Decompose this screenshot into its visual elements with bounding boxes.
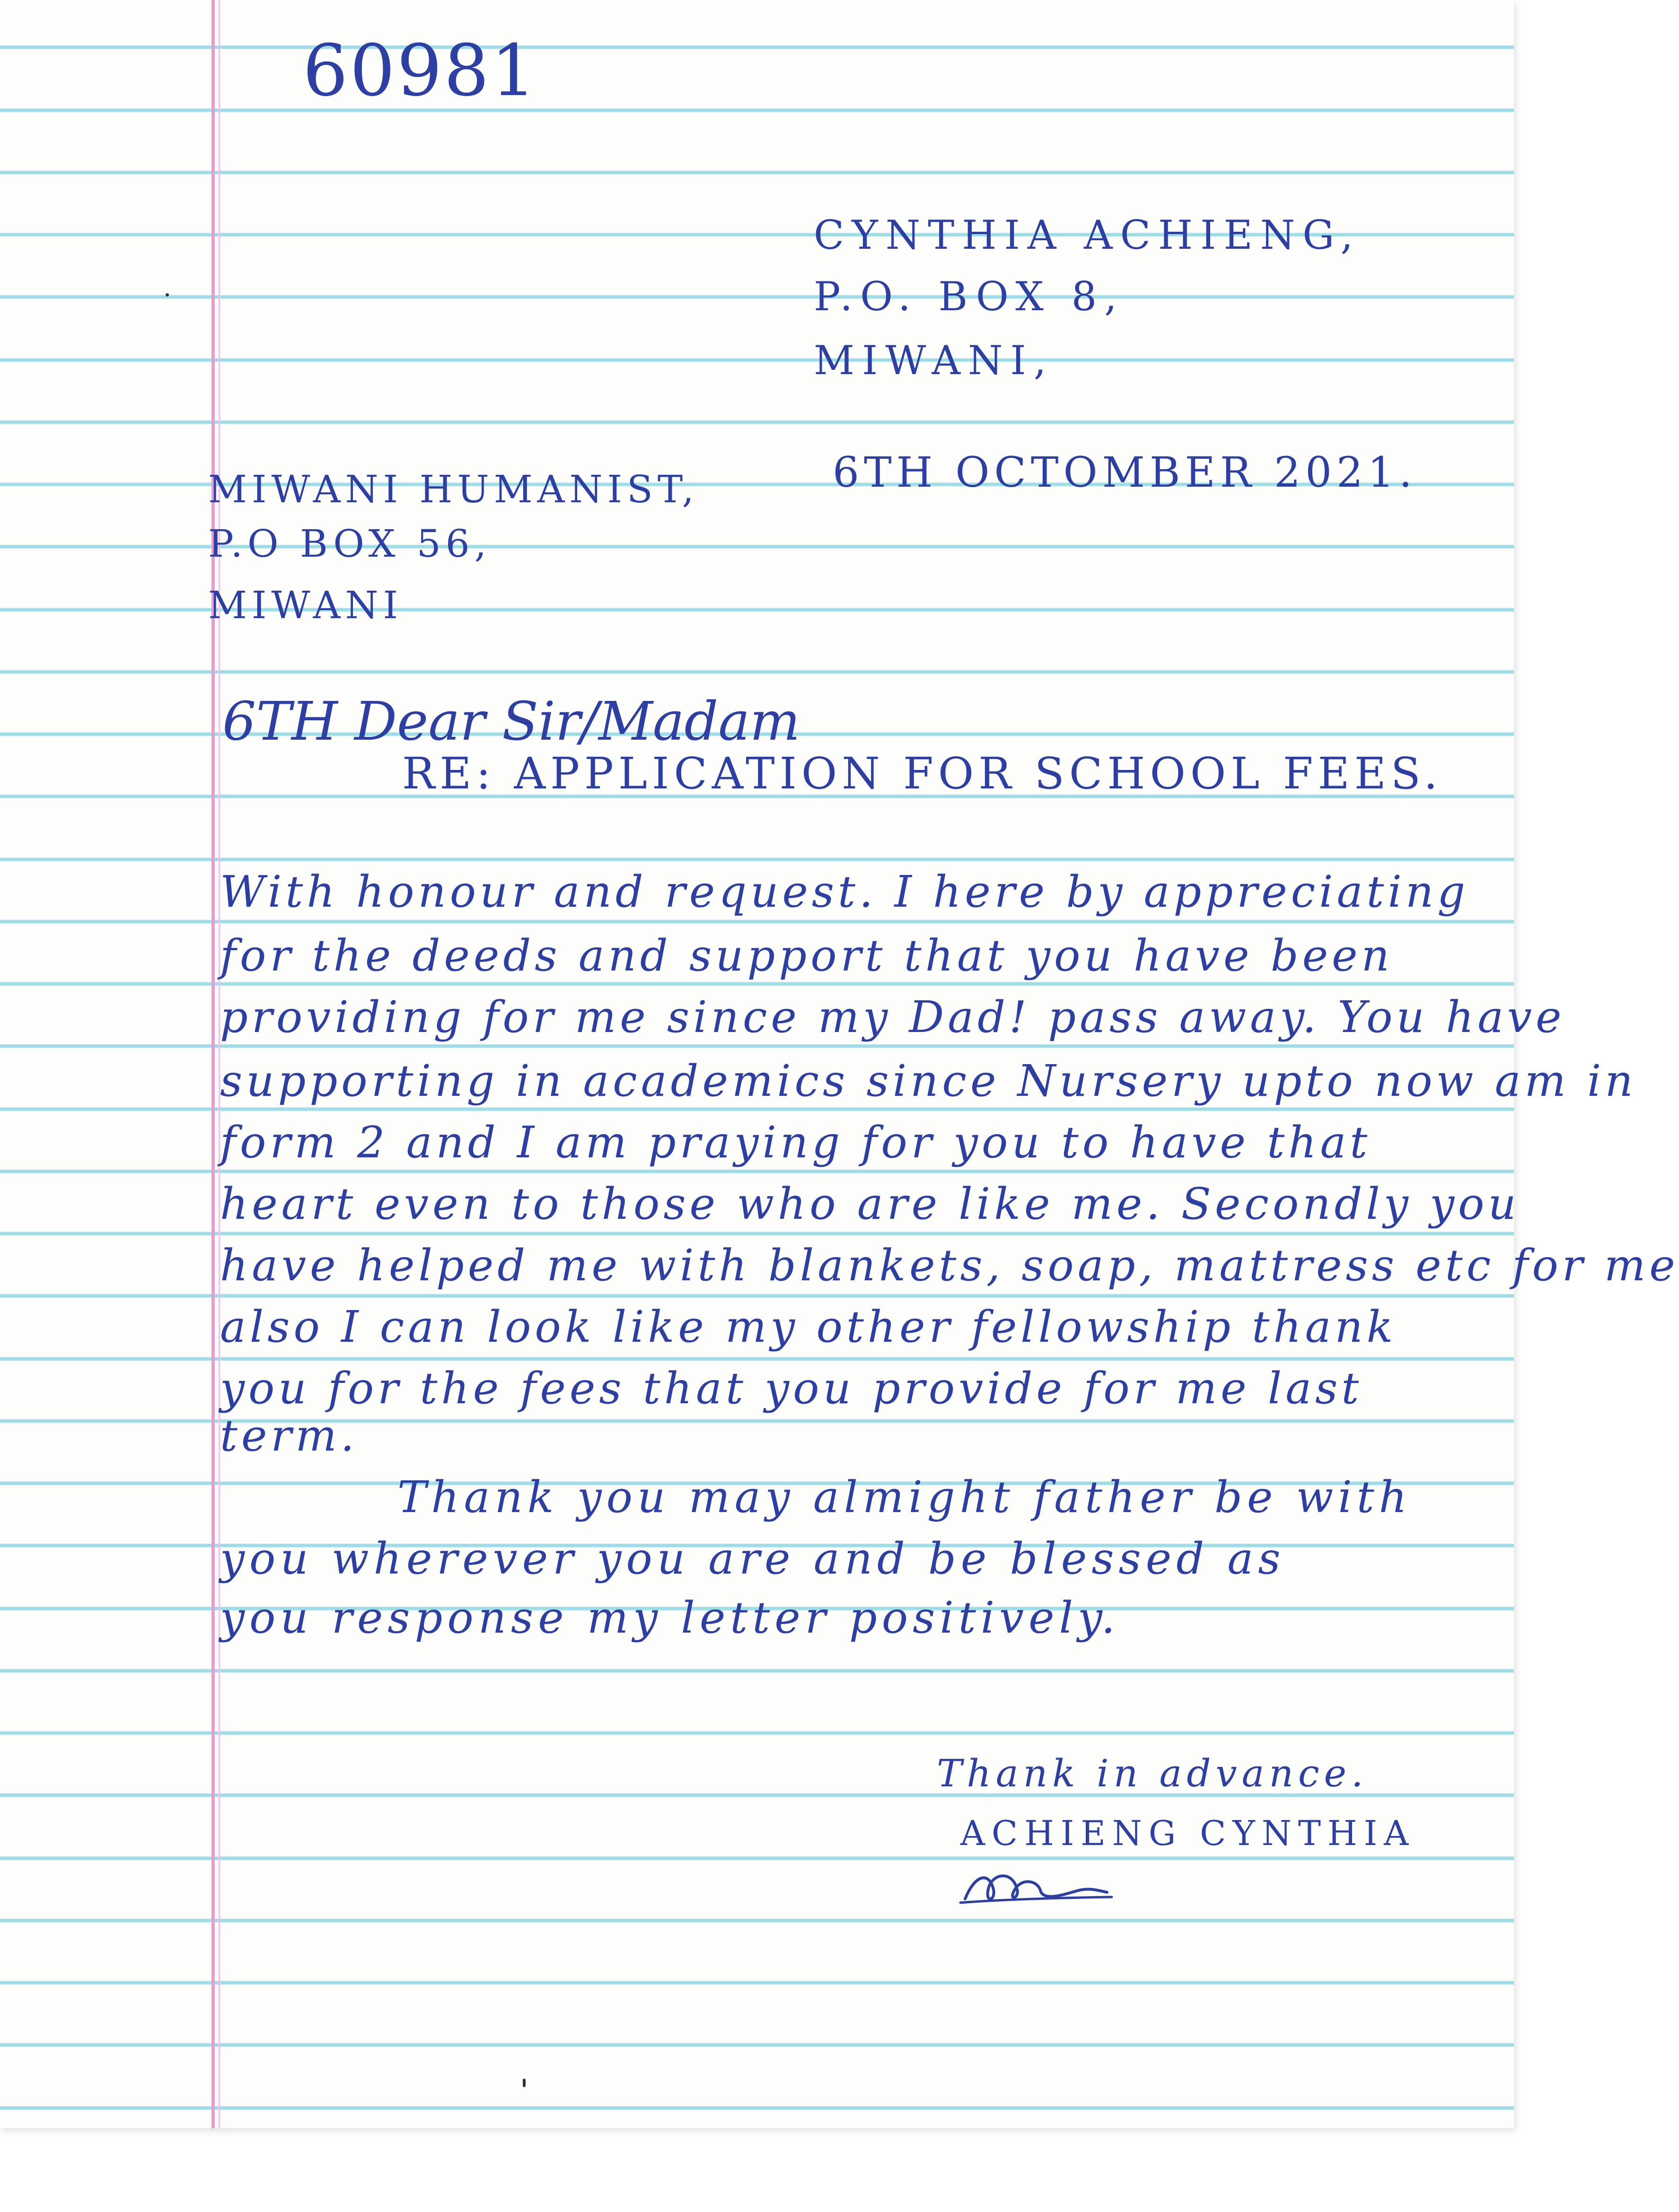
salutation: 6TH Dear Sir/Madam xyxy=(222,691,800,752)
sender-box: P.O. BOX 8, xyxy=(814,273,1125,320)
recipient-name: MIWANI HUMANIST, xyxy=(208,467,699,511)
body-line: heart even to those who are like me. Secondly you xyxy=(220,1179,1520,1229)
paper-speck xyxy=(523,2079,526,2087)
subject-line: RE: APPLICATION FOR SCHOOL FEES. xyxy=(402,748,1442,799)
paper-speck xyxy=(166,293,169,297)
body-line: for the deeds and support that you have been xyxy=(220,930,1393,981)
letter-date: 6TH OCTOMBER 2021. xyxy=(833,448,1417,497)
body-line: also I can look like my other fellowship thank xyxy=(220,1302,1397,1352)
signatory-name: ACHIENG CYNTHIA xyxy=(960,1813,1415,1853)
body-line: form 2 and I am praying for you to have that xyxy=(220,1117,1371,1168)
body-line: supporting in academics since Nursery upto now am in xyxy=(220,1056,1637,1106)
body-line: you for the fees that you provide for me last xyxy=(220,1363,1363,1414)
sender-town: MIWANI, xyxy=(814,337,1054,384)
signature-scribble xyxy=(956,1861,1116,1913)
closing-line: Thank you may almight father be with xyxy=(397,1472,1412,1522)
recipient-town: MIWANI xyxy=(208,583,403,627)
body-line: have helped me with blankets, soap, mattress etc for me xyxy=(220,1240,1679,1291)
thanks-in-advance: Thank in advance. xyxy=(937,1751,1368,1795)
reference-number: 60981 xyxy=(303,30,538,112)
closing-line: you response my letter positively. xyxy=(220,1592,1120,1643)
body-line: providing for me since my Dad! pass away. You have xyxy=(220,992,1565,1042)
recipient-box: P.O BOX 56, xyxy=(208,522,492,566)
body-line: With honour and request. I here by appreciating xyxy=(220,866,1469,917)
closing-line: you wherever you are and be blessed as xyxy=(220,1533,1285,1584)
margin-line xyxy=(211,0,215,2128)
sender-name: CYNTHIA ACHIENG, xyxy=(814,212,1361,258)
body-line: term. xyxy=(220,1410,358,1461)
